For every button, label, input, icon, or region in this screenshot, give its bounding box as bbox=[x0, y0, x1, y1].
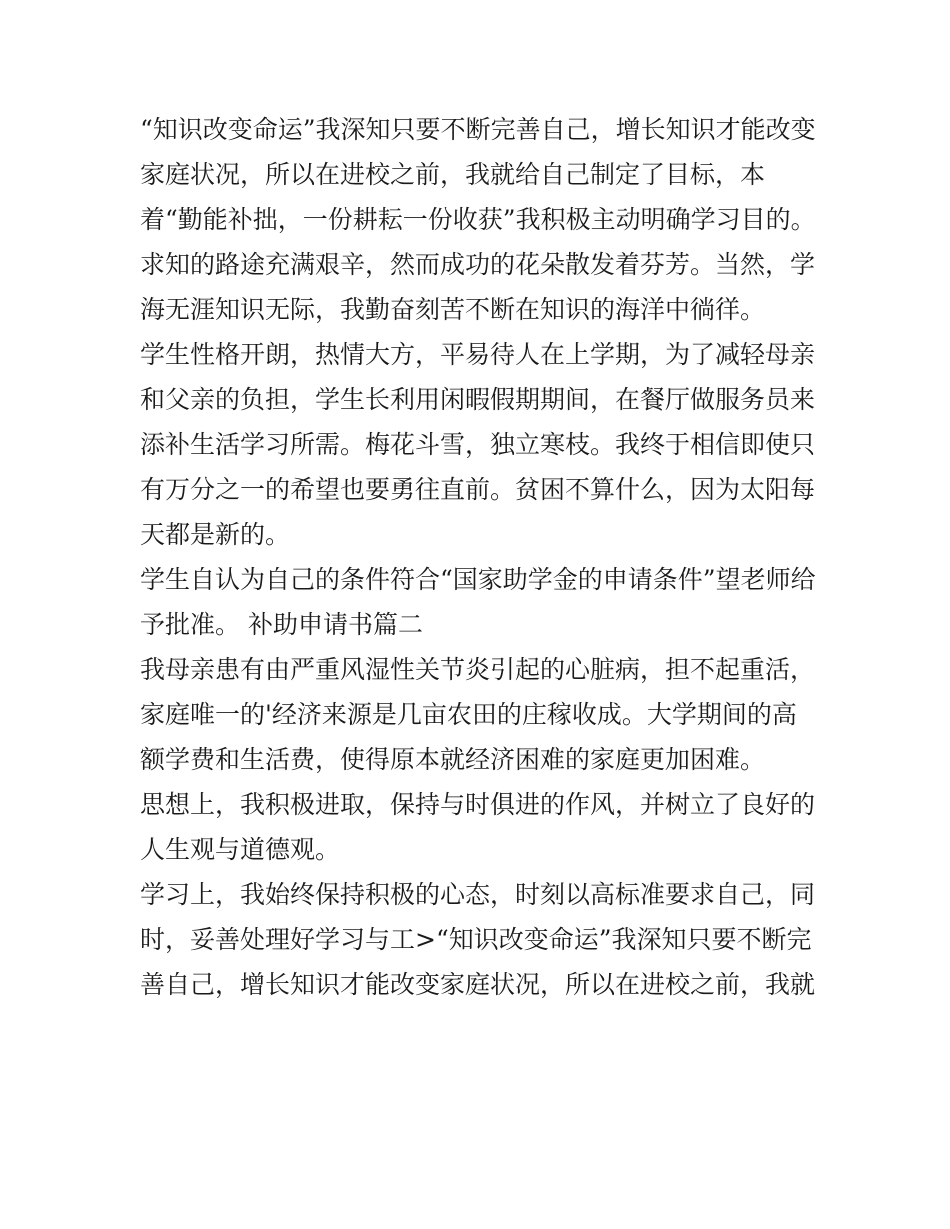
text-line: 天都是新的。 bbox=[140, 520, 291, 549]
text-line: 学生性格开朗，热情大方，平易待人在上学期，为了减轻母亲 bbox=[140, 340, 816, 369]
text-line: 学生自认为自己的条件符合“国家助学金的申请条件”望老师给 bbox=[140, 565, 816, 594]
text-line: 家庭状况，所以在进校之前，我就给自己制定了目标，本 bbox=[140, 160, 766, 189]
text-line: 求知的路途充满艰辛，然而成功的花朵散发着芬芳。当然，学 bbox=[140, 250, 816, 279]
text-line: 有万分之一的希望也要勇往直前。贫困不算什么，因为太阳每 bbox=[140, 475, 816, 504]
text-line: 添补生活学习所需。梅花斗雪，独立寒枝。我终于相信即使只 bbox=[140, 430, 816, 459]
text-line: 我母亲患有由严重风湿性关节炎引起的心脏病，担不起重活， bbox=[140, 655, 816, 684]
text-line: 予批准。 补助申请书篇二 bbox=[140, 610, 423, 639]
document-body bbox=[140, 107, 830, 1007]
text-line: 着“勤能补拙，一份耕耘一份收获”我积极主动明确学习目的。 bbox=[140, 205, 816, 234]
text-line: 学习上，我始终保持积极的心态，时刻以高标准要求自己，同 bbox=[140, 880, 816, 909]
text-line: 家庭唯一的'经济来源是几亩农田的庄稼收成。大学期间的高 bbox=[140, 700, 797, 729]
text-line: 海无涯知识无际，我勤奋刻苦不断在知识的海洋中徜徉。 bbox=[140, 295, 766, 324]
text-line: 善自己，增长知识才能改变家庭状况，所以在进校之前，我就 bbox=[140, 970, 816, 999]
text-line: 时，妥善处理好学习与工>“知识改变命运”我深知只要不断完 bbox=[140, 925, 812, 954]
text-line: 和父亲的负担，学生长利用闲暇假期期间，在餐厅做服务员来 bbox=[140, 385, 816, 414]
text-line: “知识改变命运”我深知只要不断完善自己，增长知识才能改变 bbox=[140, 115, 816, 144]
text-line: 额学费和生活费，使得原本就经济困难的家庭更加困难。 bbox=[140, 745, 766, 774]
text-line: 人生观与道德观。 bbox=[140, 835, 341, 864]
text-line: 思想上，我积极进取，保持与时俱进的作风，并树立了良好的 bbox=[140, 790, 816, 819]
